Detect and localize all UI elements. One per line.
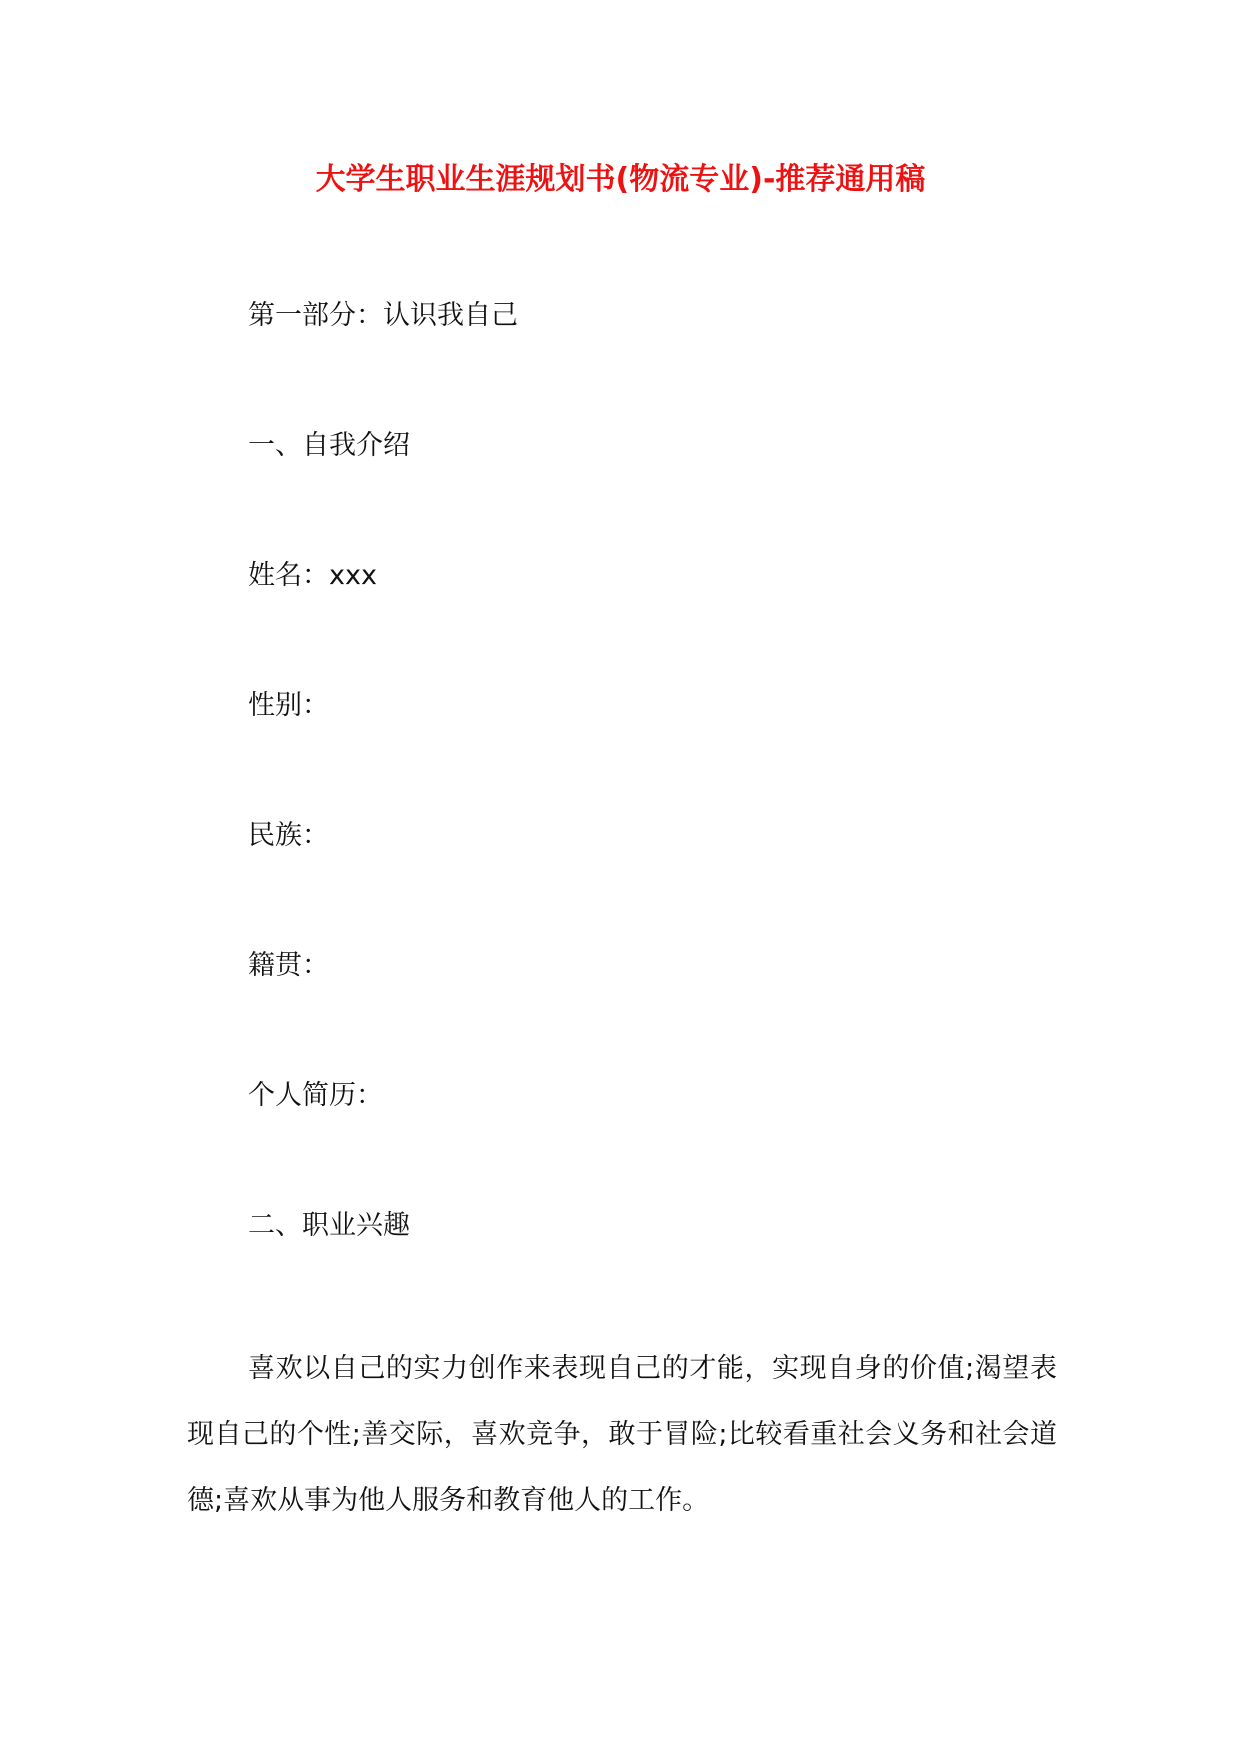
field-ethnicity: 民族：	[248, 820, 329, 851]
field-name: 姓名：xxx	[248, 560, 377, 591]
career-interest-paragraph: 喜欢以自己的实力创作来表现自己的才能，实现自身的价值;渴望表现自己的个性;善交际，喜欢竞争，敢于冒险;比较看重社会义务和社会道德;喜欢从事为他人服务和教育他人的工作。	[187, 1353, 1057, 1516]
part-heading: 第一部分：认识我自己	[248, 300, 518, 331]
section-heading-self-intro: 一、自我介绍	[248, 430, 410, 461]
field-origin: 籍贯：	[248, 950, 329, 981]
field-resume: 个人简历：	[248, 1080, 383, 1111]
field-gender: 性别：	[248, 690, 329, 721]
section-heading-career-interest: 二、职业兴趣	[248, 1210, 410, 1241]
document-title: 大学生职业生涯规划书(物流专业)-推荐通用稿	[315, 162, 926, 197]
